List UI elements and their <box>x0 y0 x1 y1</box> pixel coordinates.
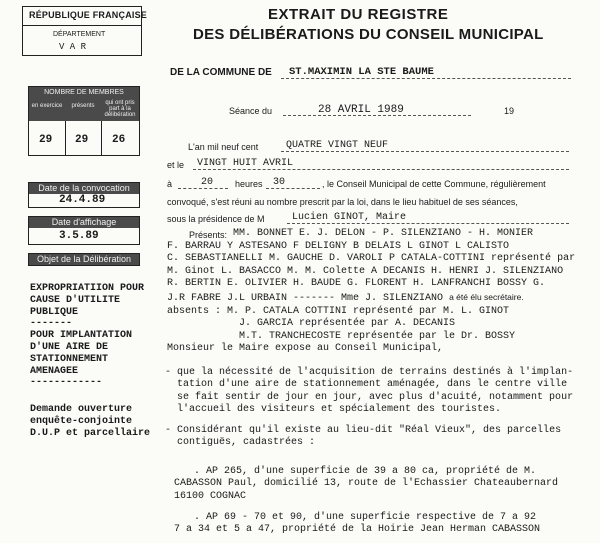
intro-minutes: 30 <box>273 177 286 188</box>
objet-line: EXPROPRIATIION POUR <box>30 283 145 294</box>
document-subtitle: DES DÉLIBÉRATIONS DU CONSEIL MUNICIPAL <box>193 26 544 43</box>
consideration-line: - que la nécessité de l'acquisition de terrains destinés à l'implan- <box>165 367 574 378</box>
consideration-line: se fait sentir de jour en jour, avec plus d'acuité, notamment pour <box>177 391 574 403</box>
republique-label: RÉPUBLIQUE FRANÇAISE <box>29 10 148 20</box>
objet-line: D'UNE AIRE DE <box>30 341 109 353</box>
objet-line: AMENAGEE <box>30 365 79 377</box>
members-header: NOMBRE DE MEMBRES <box>29 87 139 99</box>
commune-value: ST.MAXIMIN LA STE BAUME <box>289 66 434 78</box>
divider <box>23 25 141 26</box>
parcel-line: CABASSON Paul, domicilié 13, route de l'Echassier Chateaubernard <box>174 478 559 490</box>
absents-line: J. GARCIA représentée par A. DECANIS <box>239 318 456 330</box>
demande-text <box>30 404 150 440</box>
objet-line: PUBLIQUE <box>30 306 79 318</box>
convocation-box <box>28 182 140 208</box>
col-divider-2 <box>101 121 102 155</box>
consideration-line: tation d'une aire de stationnement aménagée, dans le centre ville <box>177 379 568 391</box>
objet-line: ------- <box>30 318 73 330</box>
seance-label: Séance du <box>229 106 273 116</box>
departement-label: DÉPARTEMENT <box>53 31 106 38</box>
intro-line-3-rest: , le Conseil Municipal de cette Commune, régulièrement <box>322 179 546 189</box>
affichage-label: Date d'affichage <box>29 217 139 228</box>
considerant <box>165 425 561 450</box>
col-presents: présents <box>71 103 95 109</box>
considerant-line: contiguës, cadastrées : <box>177 437 316 449</box>
presents-line: M. Ginot L. BASACCO M. M. Colette A DECANIS H. HENRI J. SILENZIANO <box>167 265 564 277</box>
seance-line <box>283 115 471 116</box>
presents-label: Présents: <box>189 230 228 240</box>
parcel-line: 16100 COGNAC <box>174 490 247 502</box>
objet-line: STATIONNEMENT <box>30 353 109 365</box>
intro-line-1-label: L'an mil neuf cent <box>188 142 259 152</box>
affichage-box <box>28 216 140 245</box>
president-rule <box>287 223 569 224</box>
parcel-line: 7 a 34 et 5 a 47, propriété de la Hoirie Jean Herman CABASSON <box>174 524 541 536</box>
parcel-line: . AP 265, d'une superficie de 39 a 80 ca, propriété de M. <box>194 466 537 477</box>
republique-box <box>22 6 148 56</box>
document-title: EXTRAIT DU REGISTRE <box>268 6 449 23</box>
convocation-label: Date de la convocation <box>29 183 139 194</box>
intro-line-4: convoqué, s'est réuni au nombre prescrit par la loi, dans le lieu habituel de ses séances, <box>167 197 518 207</box>
consideration-line: l'accueil des visiteurs et spécialement des touristes. <box>177 404 502 416</box>
objet-text <box>30 283 144 389</box>
objet-line: ------------ <box>30 377 103 389</box>
presents-line <box>167 291 575 306</box>
parcel-line: . AP 69 - 70 et 90, d'une superficie respective de 7 a 92 <box>194 512 537 523</box>
affichage-date: 3.5.89 <box>59 230 99 242</box>
col-en-exercice: en exercice <box>31 103 63 109</box>
commune-label: DE LA COMMUNE DE <box>170 67 272 78</box>
considerations <box>165 367 573 417</box>
intro-heures: heures <box>235 179 263 189</box>
intro-line-1-rule <box>281 151 569 152</box>
president-name: Lucien GINOT, Maire <box>292 212 407 223</box>
intro-line-2-rule <box>193 169 569 170</box>
objet-box <box>28 253 140 266</box>
intro-hour: 20 <box>201 177 214 188</box>
hour-rule <box>178 188 228 189</box>
presents-line: C. SEBASTIANELLI M. GAUCHE D. VAROLI P CATALA-COTTINI représenté par <box>167 253 576 265</box>
absents-line: M.T. TRANCHECOSTE représentée par le Dr. BOSSY <box>239 330 516 342</box>
parcel-ap69 <box>174 512 540 537</box>
demande-line: D.U.P et parcellaire <box>30 428 151 439</box>
objet-line: CAUSE D'UTILITE <box>30 294 121 306</box>
intro-line-1-value: QUATRE VINGT NEUF <box>286 140 389 151</box>
objet-label: Objet de la Délibération <box>29 254 139 265</box>
members-box <box>28 86 140 156</box>
intro-line-3-a: à <box>167 179 173 189</box>
secretary-line: J.R FABRE J.L URBAIN ------- Mme J. SILENZIANO <box>167 292 444 304</box>
secretary-label: a été élu secrétaire. <box>449 291 524 302</box>
demande-line: enquête-conjointe <box>30 416 133 427</box>
presents-line: MM. BONNET E. J. DELON - P. SILENZIANO - H. MONIER <box>233 228 534 239</box>
value-presents: 29 <box>75 134 89 146</box>
parcel-ap265 <box>174 466 558 503</box>
objet-line: POUR IMPLANTATION <box>30 330 133 342</box>
commune-line <box>281 78 571 79</box>
considerant-line: - Considérant qu'il existe au lieu-dit "Réal Vieux", des parcelles <box>165 425 562 436</box>
demande-line: Demande ouverture <box>30 404 133 415</box>
minutes-rule <box>266 188 320 189</box>
presents-list <box>167 228 575 356</box>
intro-line-2-value: VINGT HUIT AVRIL <box>197 158 294 169</box>
seance-date: 28 AVRIL 1989 <box>318 104 404 116</box>
members-columns <box>29 99 139 121</box>
presents-line: R. BERTIN E. OLIVIER H. BAUDE G. FLORENT H. LANFRANCHI BOSSY G. <box>167 278 546 290</box>
presents-line: F. BARRAU Y ASTESANO F DELIGNY B DELAIS L GINOT L CALISTO <box>167 240 510 252</box>
value-en-exercice: 29 <box>39 134 53 146</box>
col-pris-part: qui ont pris part à la délibération <box>104 100 136 118</box>
intro-line-2-label: et le <box>167 160 185 170</box>
expose-line: Monsieur le Maire expose au Conseil Municipal, <box>167 343 444 355</box>
intro-line-5-label: sous la présidence de M <box>167 214 265 224</box>
col-divider-1 <box>65 121 66 155</box>
absents-line: absents : M. P. CATALA COTTINI représenté par M. L. GINOT <box>167 305 510 317</box>
departement-value: V A R <box>59 42 87 52</box>
convocation-date: 24.4.89 <box>59 194 106 206</box>
seance-suffix: 19 <box>504 106 515 116</box>
value-pris-part: 26 <box>112 134 126 146</box>
